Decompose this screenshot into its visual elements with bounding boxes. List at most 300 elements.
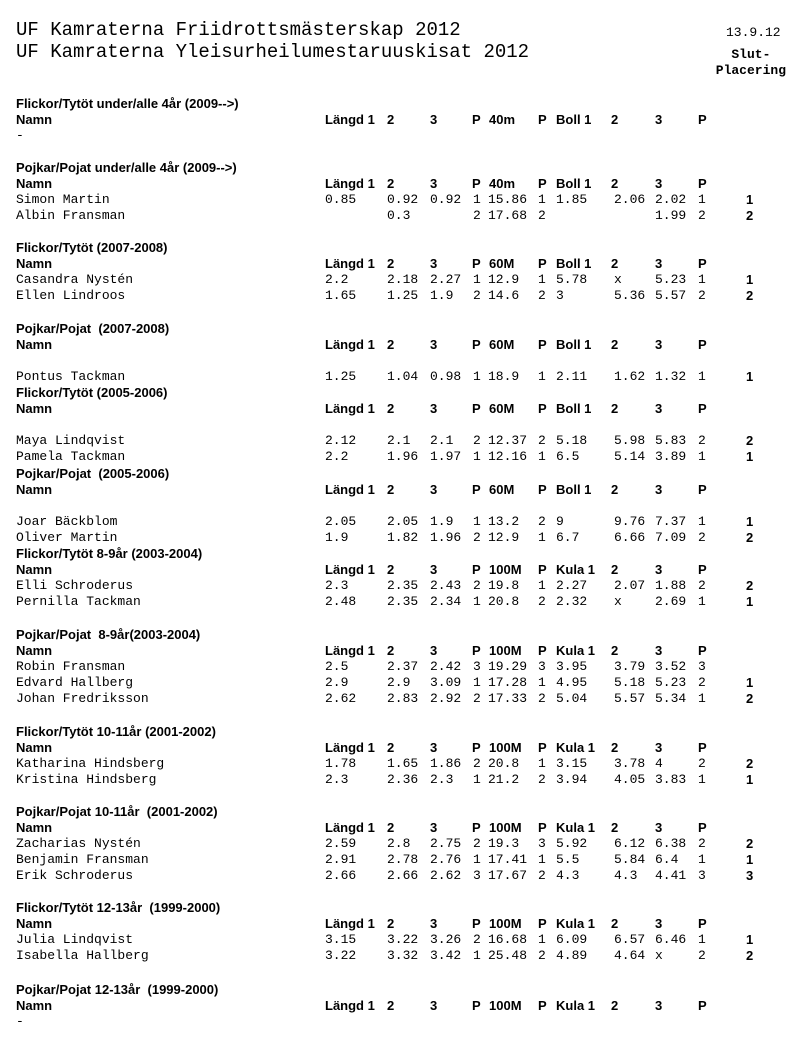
column-header: P <box>698 820 707 835</box>
cell-throw-p: 2 <box>698 208 706 223</box>
column-header: Längd 1 <box>325 256 375 271</box>
column-header: P <box>698 337 707 352</box>
cell-throw-3: 5.83 <box>655 433 687 448</box>
cell-sprint-time: 15.86 <box>488 192 528 207</box>
cell-final-rank: 1 <box>746 594 754 609</box>
name-column-header: Namn <box>16 643 53 658</box>
cell-throw-p: 2 <box>698 836 706 851</box>
cell-throw-3: 2.02 <box>655 192 687 207</box>
column-header-row <box>0 112 800 128</box>
column-header: 2 <box>387 562 395 577</box>
cell-final-rank: 2 <box>746 691 754 706</box>
cell-sprint-time: 25.48 <box>488 948 528 963</box>
column-header: P <box>472 401 481 416</box>
cell-final-rank: 1 <box>746 369 754 384</box>
column-header: 100M <box>489 916 522 931</box>
column-header-row <box>0 562 800 578</box>
cell-langd-2: 2.1 <box>387 433 411 448</box>
cell-langd-p: 3 <box>473 868 481 883</box>
cell-sprint-time: 12.37 <box>488 433 528 448</box>
cell-name: Casandra Nystén <box>16 272 134 287</box>
cell-langd-3: 2.76 <box>430 852 462 867</box>
column-header: Boll 1 <box>556 401 592 416</box>
cell-langd-3: 3.42 <box>430 948 462 963</box>
cell-sprint-time: 14.6 <box>488 288 520 303</box>
column-header-row <box>0 740 800 756</box>
column-header: P <box>538 820 547 835</box>
column-header: 60M <box>489 256 515 271</box>
column-header: 60M <box>489 401 515 416</box>
column-header: P <box>698 401 707 416</box>
column-header: Längd 1 <box>325 176 375 191</box>
cell-langd-2: 2.8 <box>387 836 411 851</box>
column-header: 40m <box>489 112 516 127</box>
cell-throw-2: 3.78 <box>614 756 646 771</box>
cell-langd-3: 2.1 <box>430 433 454 448</box>
column-header: 2 <box>611 337 619 352</box>
cell-langd-1: 2.3 <box>325 772 349 787</box>
result-row <box>0 772 800 788</box>
cell-throw-2: 4.3 <box>614 868 638 883</box>
cell-throw-3: 3.89 <box>655 449 687 464</box>
cell-langd-1: 2.48 <box>325 594 357 609</box>
cell-langd-1: 1.78 <box>325 756 357 771</box>
cell-final-rank: 2 <box>746 756 754 771</box>
column-header: P <box>472 916 481 931</box>
cell-throw-1: 5.5 <box>556 852 580 867</box>
column-header-row <box>0 998 800 1014</box>
category-title: Pojkar/Pojat (2005-2006) <box>16 466 170 481</box>
column-header: Kula 1 <box>556 916 596 931</box>
column-header: P <box>698 176 707 191</box>
column-header: Boll 1 <box>556 337 592 352</box>
title-swedish: UF Kamraterna Friidrottsmästerskap 2012 <box>16 19 461 41</box>
cell-sprint-p: 1 <box>538 675 546 690</box>
cell-name: Maya Lindqvist <box>16 433 126 448</box>
cell-final-rank: 2 <box>746 530 754 545</box>
cell-final-rank: 2 <box>746 836 754 851</box>
cell-name: Pontus Tackman <box>16 369 126 384</box>
cell-throw-1: 3.94 <box>556 772 588 787</box>
cell-sprint-p: 2 <box>538 868 546 883</box>
column-header: 2 <box>611 562 619 577</box>
cell-name: Elli Schroderus <box>16 578 134 593</box>
column-header: P <box>538 916 547 931</box>
cell-name: Johan Fredriksson <box>16 691 149 706</box>
column-header: P <box>538 337 547 352</box>
cell-throw-3: 1.32 <box>655 369 687 384</box>
cell-throw-3: 3.83 <box>655 772 687 787</box>
column-header-row <box>0 176 800 192</box>
cell-langd-2: 3.32 <box>387 948 419 963</box>
cell-langd-p: 1 <box>473 192 481 207</box>
column-header: Längd 1 <box>325 482 375 497</box>
cell-throw-2: 4.05 <box>614 772 646 787</box>
category-title: Pojkar/Pojat under/alle 4år (2009-->) <box>16 160 237 175</box>
name-column-header: Namn <box>16 740 53 755</box>
cell-throw-1: 6.09 <box>556 932 588 947</box>
cell-throw-p: 1 <box>698 772 706 787</box>
cell-throw-2: 2.07 <box>614 578 646 593</box>
cell-sprint-p: 1 <box>538 578 546 593</box>
cell-sprint-p: 2 <box>538 288 546 303</box>
cell-throw-1: 9 <box>556 514 564 529</box>
cell-throw-p: 2 <box>698 578 706 593</box>
column-header: 2 <box>387 337 395 352</box>
empty-marker: - <box>16 1014 24 1029</box>
column-header: P <box>698 998 707 1013</box>
column-header: 3 <box>655 401 663 416</box>
cell-langd-2: 2.66 <box>387 868 419 883</box>
cell-langd-1: 0.85 <box>325 192 357 207</box>
cell-langd-2: 2.37 <box>387 659 419 674</box>
cell-sprint-p: 2 <box>538 433 546 448</box>
cell-throw-2: 9.76 <box>614 514 646 529</box>
result-row <box>0 288 800 304</box>
column-header: 3 <box>655 820 663 835</box>
cell-final-rank: 2 <box>746 288 754 303</box>
column-header: 2 <box>387 482 395 497</box>
cell-throw-2: 5.57 <box>614 691 646 706</box>
name-column-header: Namn <box>16 916 53 931</box>
cell-name: Simon Martin <box>16 192 110 207</box>
column-header: P <box>538 482 547 497</box>
column-header: 3 <box>430 112 438 127</box>
column-header: P <box>472 820 481 835</box>
cell-langd-2: 2.83 <box>387 691 419 706</box>
column-header: P <box>472 998 481 1013</box>
column-header: 3 <box>655 643 663 658</box>
column-header-row <box>0 401 800 417</box>
cell-langd-p: 1 <box>473 852 481 867</box>
column-header: 2 <box>387 740 395 755</box>
cell-langd-p: 2 <box>473 530 481 545</box>
cell-throw-2: 5.14 <box>614 449 646 464</box>
cell-throw-3: 7.37 <box>655 514 687 529</box>
cell-langd-p: 2 <box>473 691 481 706</box>
cell-langd-1: 2.05 <box>325 514 357 529</box>
cell-throw-p: 1 <box>698 192 706 207</box>
column-header: P <box>698 482 707 497</box>
column-header: P <box>472 112 481 127</box>
cell-sprint-time: 17.41 <box>488 852 528 867</box>
column-header: P <box>538 256 547 271</box>
cell-langd-3: 3.09 <box>430 675 462 690</box>
column-header: 100M <box>489 998 522 1013</box>
column-header: P <box>472 643 481 658</box>
column-header: P <box>538 998 547 1013</box>
cell-throw-3: x <box>655 948 663 963</box>
column-header-row <box>0 643 800 659</box>
column-header: 3 <box>655 256 663 271</box>
cell-throw-3: 4 <box>655 756 663 771</box>
result-row <box>0 514 800 530</box>
column-header: Längd 1 <box>325 562 375 577</box>
column-header: P <box>698 643 707 658</box>
cell-sprint-p: 3 <box>538 836 546 851</box>
column-header-row <box>0 256 800 272</box>
category-title: Pojkar/Pojat 8-9år(2003-2004) <box>16 627 201 642</box>
cell-langd-p: 2 <box>473 208 481 223</box>
cell-langd-3: 2.43 <box>430 578 462 593</box>
cell-langd-2: 2.36 <box>387 772 419 787</box>
column-header: Boll 1 <box>556 176 592 191</box>
cell-name: Benjamin Fransman <box>16 852 149 867</box>
cell-langd-2: 1.96 <box>387 449 419 464</box>
category-title: Pojkar/Pojat 12-13år (1999-2000) <box>16 982 219 997</box>
result-row <box>0 836 800 852</box>
cell-throw-p: 1 <box>698 932 706 947</box>
cell-langd-3: 3.26 <box>430 932 462 947</box>
column-header: 2 <box>611 112 619 127</box>
result-row <box>0 208 800 224</box>
result-row <box>0 272 800 288</box>
cell-langd-2: 2.35 <box>387 594 419 609</box>
cell-throw-p: 1 <box>698 514 706 529</box>
cell-sprint-time: 20.8 <box>488 756 520 771</box>
cell-langd-3: 2.75 <box>430 836 462 851</box>
cell-langd-3: 1.96 <box>430 530 462 545</box>
cell-langd-2: 1.65 <box>387 756 419 771</box>
cell-sprint-p: 1 <box>538 852 546 867</box>
final-label-line2: Placering <box>715 63 786 78</box>
column-header: P <box>472 482 481 497</box>
name-column-header: Namn <box>16 256 53 271</box>
cell-throw-2: 1.62 <box>614 369 646 384</box>
result-row <box>0 868 800 884</box>
cell-sprint-p: 2 <box>538 691 546 706</box>
cell-sprint-time: 12.9 <box>488 530 520 545</box>
column-header: 3 <box>430 643 438 658</box>
cell-langd-1: 2.2 <box>325 272 349 287</box>
column-header: Längd 1 <box>325 740 375 755</box>
column-header: 100M <box>489 820 522 835</box>
cell-langd-p: 1 <box>473 675 481 690</box>
result-row <box>0 594 800 610</box>
cell-langd-3: 0.92 <box>430 192 462 207</box>
cell-sprint-p: 1 <box>538 530 546 545</box>
cell-throw-3: 6.38 <box>655 836 687 851</box>
column-header: 2 <box>387 256 395 271</box>
cell-throw-1: 3.95 <box>556 659 588 674</box>
cell-throw-2: 5.84 <box>614 852 646 867</box>
cell-langd-1: 1.9 <box>325 530 349 545</box>
column-header: 3 <box>430 176 438 191</box>
cell-sprint-p: 2 <box>538 772 546 787</box>
column-header: 60M <box>489 337 515 352</box>
cell-throw-2: x <box>614 272 622 287</box>
cell-name: Joar Bäckblom <box>16 514 118 529</box>
cell-langd-3: 2.27 <box>430 272 462 287</box>
column-header: Längd 1 <box>325 337 375 352</box>
cell-sprint-time: 17.68 <box>488 208 528 223</box>
column-header: 3 <box>655 112 663 127</box>
cell-throw-2: 5.98 <box>614 433 646 448</box>
cell-throw-3: 5.23 <box>655 272 687 287</box>
result-row <box>0 369 800 385</box>
cell-langd-p: 1 <box>473 449 481 464</box>
cell-final-rank: 2 <box>746 208 754 223</box>
name-column-header: Namn <box>16 562 53 577</box>
column-header: 2 <box>387 112 395 127</box>
column-header: 100M <box>489 562 522 577</box>
name-column-header: Namn <box>16 998 53 1013</box>
column-header: 2 <box>387 998 395 1013</box>
cell-throw-1: 4.3 <box>556 868 580 883</box>
cell-final-rank: 1 <box>746 675 754 690</box>
cell-final-rank: 1 <box>746 449 754 464</box>
cell-langd-2: 2.05 <box>387 514 419 529</box>
cell-langd-2: 0.3 <box>387 208 411 223</box>
cell-final-rank: 1 <box>746 932 754 947</box>
cell-final-rank: 2 <box>746 948 754 963</box>
result-row <box>0 852 800 868</box>
cell-langd-p: 2 <box>473 932 481 947</box>
name-column-header: Namn <box>16 482 53 497</box>
cell-langd-p: 1 <box>473 514 481 529</box>
result-row <box>0 449 800 465</box>
column-header: 2 <box>611 256 619 271</box>
cell-throw-p: 2 <box>698 675 706 690</box>
category-title: Flickor/Tytöt under/alle 4år (2009-->) <box>16 96 239 111</box>
column-header: Kula 1 <box>556 820 596 835</box>
cell-langd-3: 2.42 <box>430 659 462 674</box>
column-header: 2 <box>387 916 395 931</box>
name-column-header: Namn <box>16 820 53 835</box>
cell-langd-p: 1 <box>473 772 481 787</box>
cell-throw-3: 4.41 <box>655 868 687 883</box>
column-header: Boll 1 <box>556 256 592 271</box>
cell-throw-1: 2.11 <box>556 369 588 384</box>
cell-sprint-p: 3 <box>538 659 546 674</box>
cell-langd-1: 1.25 <box>325 369 357 384</box>
cell-sprint-time: 19.8 <box>488 578 520 593</box>
cell-langd-3: 1.9 <box>430 288 454 303</box>
cell-sprint-time: 12.16 <box>488 449 528 464</box>
cell-langd-p: 2 <box>473 433 481 448</box>
column-header: 60M <box>489 482 515 497</box>
cell-throw-p: 1 <box>698 369 706 384</box>
cell-throw-3: 7.09 <box>655 530 687 545</box>
cell-throw-1: 2.32 <box>556 594 588 609</box>
column-header: 2 <box>611 916 619 931</box>
column-header: 3 <box>655 337 663 352</box>
column-header: 3 <box>655 740 663 755</box>
cell-throw-3: 6.46 <box>655 932 687 947</box>
cell-throw-3: 1.88 <box>655 578 687 593</box>
cell-throw-1: 6.5 <box>556 449 580 464</box>
cell-langd-p: 2 <box>473 578 481 593</box>
cell-name: Albin Fransman <box>16 208 126 223</box>
cell-name: Oliver Martin <box>16 530 118 545</box>
cell-throw-p: 2 <box>698 948 706 963</box>
cell-langd-p: 1 <box>473 948 481 963</box>
cell-sprint-p: 1 <box>538 756 546 771</box>
column-header: 3 <box>655 998 663 1013</box>
cell-langd-2: 2.35 <box>387 578 419 593</box>
column-header: P <box>472 337 481 352</box>
cell-name: Julia Lindqvist <box>16 932 134 947</box>
cell-throw-2: 6.66 <box>614 530 646 545</box>
column-header: Längd 1 <box>325 112 375 127</box>
column-header: 2 <box>387 820 395 835</box>
cell-throw-p: 2 <box>698 433 706 448</box>
cell-name: Erik Schroderus <box>16 868 134 883</box>
final-placement-header <box>716 47 786 79</box>
result-row <box>0 756 800 772</box>
category-title: Pojkar/Pojat 10-11år (2001-2002) <box>16 804 218 819</box>
cell-final-rank: 1 <box>746 772 754 787</box>
cell-sprint-time: 12.9 <box>488 272 520 287</box>
cell-sprint-time: 17.33 <box>488 691 528 706</box>
column-header: 100M <box>489 643 522 658</box>
cell-final-rank: 2 <box>746 433 754 448</box>
cell-langd-p: 2 <box>473 836 481 851</box>
category-title: Flickor/Tytöt 12-13år (1999-2000) <box>16 900 221 915</box>
cell-throw-2: x <box>614 594 622 609</box>
cell-throw-3: 1.99 <box>655 208 687 223</box>
cell-langd-1: 3.22 <box>325 948 357 963</box>
cell-name: Katharina Hindsberg <box>16 756 165 771</box>
cell-sprint-p: 1 <box>538 932 546 947</box>
column-header: P <box>698 256 707 271</box>
cell-name: Kristina Hindsberg <box>16 772 157 787</box>
category-title: Flickor/Tytöt 10-11år (2001-2002) <box>16 724 216 739</box>
name-column-header: Namn <box>16 401 53 416</box>
title-finnish: UF Kamraterna Yleisurheilumestaruuskisat 2012 <box>16 41 530 63</box>
column-header: Kula 1 <box>556 643 596 658</box>
column-header: 2 <box>611 998 619 1013</box>
cell-langd-3: 1.9 <box>430 514 454 529</box>
cell-throw-1: 6.7 <box>556 530 580 545</box>
column-header: 2 <box>387 401 395 416</box>
column-header-row <box>0 337 800 353</box>
cell-sprint-time: 16.68 <box>488 932 528 947</box>
cell-langd-2: 1.25 <box>387 288 419 303</box>
cell-langd-3: 0.98 <box>430 369 462 384</box>
cell-sprint-time: 21.2 <box>488 772 520 787</box>
cell-langd-3: 2.62 <box>430 868 462 883</box>
cell-langd-3: 2.92 <box>430 691 462 706</box>
column-header: 3 <box>430 998 438 1013</box>
cell-langd-2: 2.9 <box>387 675 411 690</box>
column-header: P <box>538 176 547 191</box>
cell-langd-2: 0.92 <box>387 192 419 207</box>
result-row <box>0 675 800 691</box>
column-header: Kula 1 <box>556 562 596 577</box>
cell-throw-p: 2 <box>698 288 706 303</box>
cell-throw-2: 3.79 <box>614 659 646 674</box>
cell-throw-p: 3 <box>698 659 706 674</box>
cell-langd-2: 3.22 <box>387 932 419 947</box>
cell-langd-1: 2.9 <box>325 675 349 690</box>
cell-throw-3: 5.57 <box>655 288 687 303</box>
column-header: P <box>538 740 547 755</box>
cell-throw-p: 1 <box>698 852 706 867</box>
column-header: P <box>538 643 547 658</box>
cell-langd-1: 2.2 <box>325 449 349 464</box>
column-header: 3 <box>655 562 663 577</box>
column-header: Kula 1 <box>556 740 596 755</box>
category-title: Flickor/Tytöt (2007-2008) <box>16 240 168 255</box>
cell-final-rank: 2 <box>746 578 754 593</box>
column-header: P <box>698 112 707 127</box>
cell-throw-1: 4.89 <box>556 948 588 963</box>
cell-sprint-p: 2 <box>538 514 546 529</box>
column-header: 2 <box>387 176 395 191</box>
cell-name: Isabella Hallberg <box>16 948 149 963</box>
cell-sprint-p: 2 <box>538 594 546 609</box>
